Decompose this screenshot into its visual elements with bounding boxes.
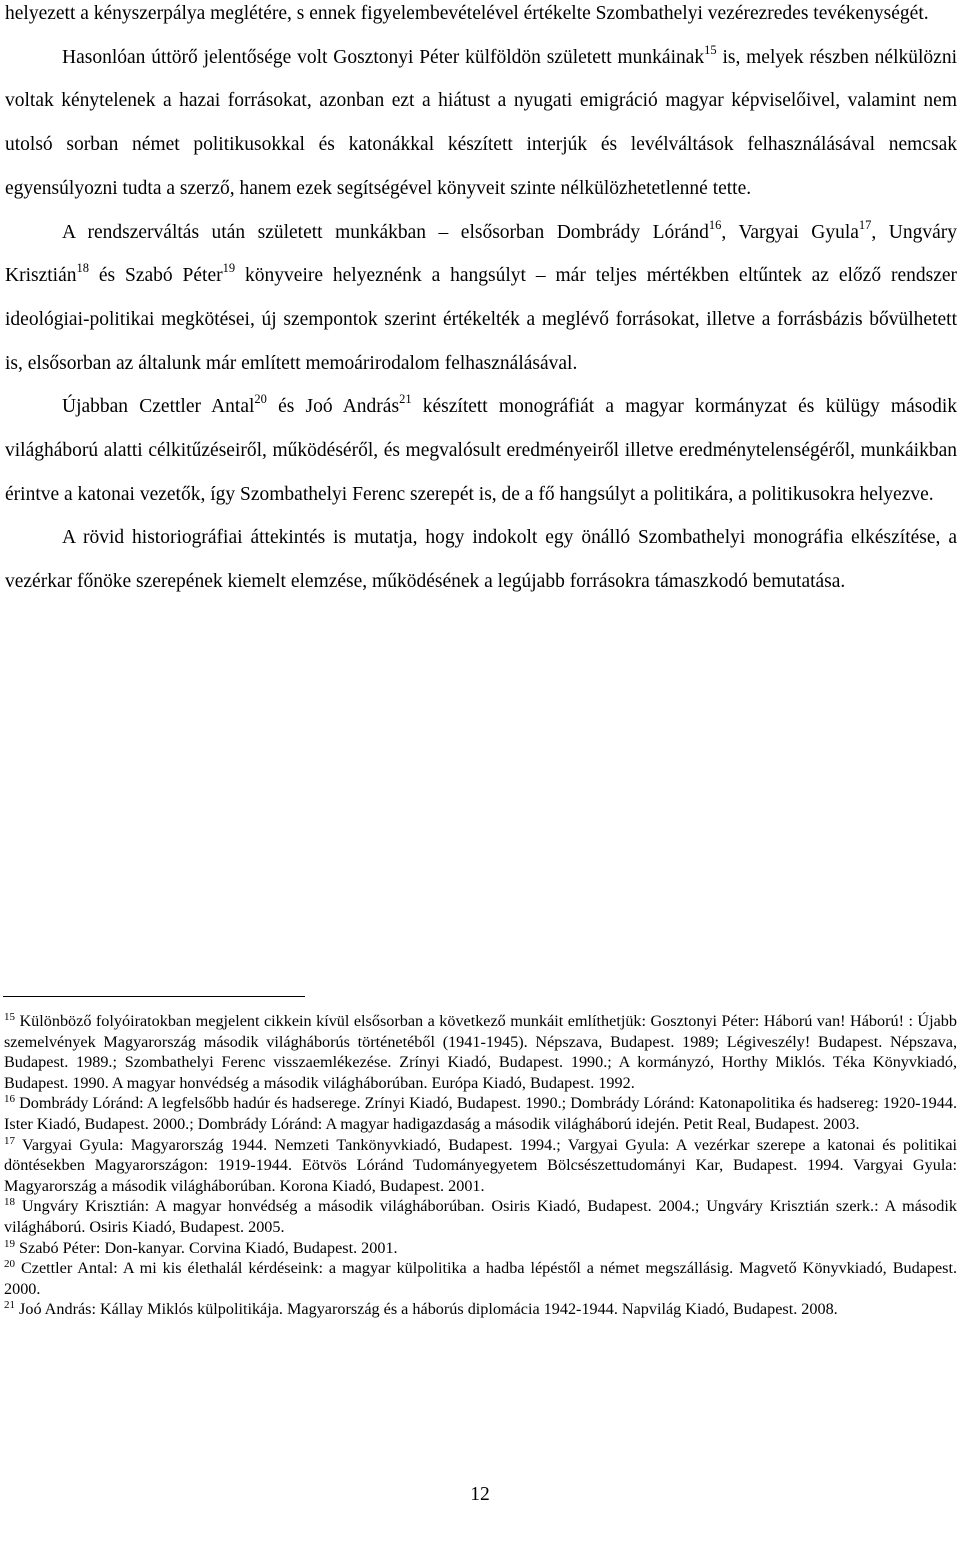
main-text	[5, 0, 957, 604]
footnote-separator	[3, 996, 305, 997]
paragraph-3-text-b: , Vargyai Gyula	[721, 221, 859, 243]
footnote-text: Ungváry Krisztián: A magyar honvédség a második világháborúban. Osiris Kiadó, Budapest. 2004.; Ungváry Krisztián szerk.: A második világháború. Osiris Kiadó, Budapest. 2005.	[4, 1197, 957, 1236]
page-number: 12	[470, 1484, 490, 1505]
footnote-text: Joó András: Kállay Miklós külpolitikája. Magyarország és a háborús diplomácia 1942-1944. Napvilág Kiadó, Budapest. 2008.	[15, 1300, 838, 1319]
footnotes	[4, 1011, 957, 1320]
footnote-number: 18	[4, 1196, 15, 1209]
footnote-19	[4, 1238, 957, 1259]
footnote-16	[4, 1093, 957, 1134]
footnote-number: 19	[4, 1237, 15, 1250]
paragraph-5	[5, 516, 957, 603]
footnote-15	[4, 1011, 957, 1093]
footnote-17	[4, 1135, 957, 1197]
paragraph-3-text-d: és Szabó Péter	[88, 265, 223, 287]
footnote-ref-19[interactable]: 19	[222, 261, 236, 276]
footnote-number: 20	[4, 1258, 15, 1271]
footnote-text: Szabó Péter: Don-kanyar. Corvina Kiadó, Budapest. 2001.	[15, 1238, 398, 1257]
paragraph-2	[5, 36, 957, 211]
footnote-ref-18[interactable]: 18	[76, 261, 89, 276]
footnote-ref-21[interactable]: 21	[399, 392, 412, 407]
paragraph-2-text-cont: is, melyek részben nélkülözni voltak kénytelenek a hazai forrásokat, azonban ezt a hiátust a nyugati emigráció magyar képviselőivel, valamint nem utolsó sorban német politikusokkal és katonákkal készített interjúk és levélváltások felhasználásával nemcsak egyensúlyozni tudta a szerző, hanem ezek segítségével könyveit szinte nélkülözhetetlenné tette.	[5, 46, 957, 199]
footnote-number: 21	[4, 1299, 15, 1312]
paragraph-1-text: helyezett a kényszerpálya meglétére, s ennek figyelembevételével értékelte Szombathelyi vezérezredes tevékenységét.	[5, 3, 929, 24]
footnote-text: Vargyai Gyula: Magyarország 1944. Nemzeti Tankönyvkiadó, Budapest. 1994.; Vargyai Gyula: A vezérkar szerepe a katonai és politikai döntésekben Magyarországon: 1919-1944. Eötvös Lóránd Tudományegyetem Bölcsészettudományi Kar, Budapest. 1994. Vargyai Gyula: Magyarország a második világháborúban. Korona Kiadó, Budapest. 2001.	[4, 1135, 957, 1195]
paragraph-4-text: Újabban Czettler Antal	[62, 396, 255, 418]
footnote-18	[4, 1196, 957, 1237]
footnote-ref-17[interactable]: 17	[858, 217, 872, 232]
footnote-ref-16[interactable]: 16	[708, 217, 722, 232]
paragraph-4-text-c: készített monográfiát a magyar kormányzat és külügy második világháború alatti célkitűzéseiről, működéséről, és megvalósult eredményeiről illetve eredménytelenségéről, munkáikban érintve a katonai vezetők, így Szombathelyi Ferenc szerepét is, de a fő hangsúlyt a politikára, a politikusokra helyezve.	[5, 396, 958, 505]
footnote-21	[4, 1299, 957, 1320]
footnote-text: Dombrády Lóránd: A legfelsőbb hadúr és hadserege. Zrínyi Kiadó, Budapest. 1990.; Dombrády Lóránd: Katonapolitika és hadsereg: 1920-1944. Ister Kiadó, Budapest. 2000.; Dombrády Lóránd: A magyar hadigazdaság a második világháború idején. Petit Real, Budapest. 2003.	[4, 1094, 957, 1133]
paragraph-1	[5, 0, 957, 36]
paragraph-2-text: Hasonlóan úttörő jelentősége volt Gosztonyi Péter külföldön született munkáinak	[62, 46, 705, 68]
footnote-text: Különböző folyóiratokban megjelent cikkein kívül elsősorban a következő munkáit említhetjük: Gosztonyi Péter: Háború van! Háború! : Újabb szemelvények Magyarország második világháborús történetéből (1941-1945). Népszava, Budapest. 1989; Légiveszély! Budapest. Népszava, Budapest. 1989.; Szombathelyi Ferenc visszaemlékezése. Zrínyi Kiadó, Budapest. 1990.; A kormányzó, Horthy Miklós. Téka Könyvkiadó, Budapest. 1990. A magyar honvédség a második világháborúban. Európa Kiadó, Budapest. 1992.	[4, 1012, 957, 1092]
paragraph-3-text-c: , Ungváry Krisztián	[5, 221, 957, 287]
footnote-ref-20[interactable]: 20	[254, 392, 267, 407]
footnote-number: 15	[4, 1011, 15, 1023]
footnote-text: Czettler Antal: A mi kis élethalál kérdéseink: a magyar külpolitika a hadba lépéstől a német megszállásig. Magvető Könyvkiadó, Budapest. 2000.	[4, 1259, 957, 1298]
paragraph-4-text-b: és Joó András	[266, 396, 400, 418]
footnote-20	[4, 1258, 957, 1299]
paragraph-4	[5, 385, 957, 516]
paragraph-5-text: A rövid historiográfiai áttekintés is mutatja, hogy indokolt egy önálló Szombathelyi monográfia elkészítése, a vezérkar főnöke szerepének kiemelt elemzése, működésének a legújabb forrásokra támaszkodó bemutatása.	[5, 527, 957, 593]
footnote-number: 16	[4, 1093, 15, 1106]
paragraph-3-text: A rendszerváltás után született munkákban – elsősorban Dombrády Lóránd	[62, 221, 709, 243]
paragraph-3-text-e: könyveire helyeznénk a hangsúlyt – már teljes mértékben eltűntek az előző rendszer ideológiai-politikai megkötései, új szempontok szerint értékelték a meglévő forrásokat, illetve a forrásbázis bővülhetett is, elsősorban az általunk már említett memoárirodalom felhasználásával.	[5, 265, 958, 374]
paragraph-3	[5, 211, 957, 386]
footnote-ref-15[interactable]: 15	[704, 42, 717, 57]
footnote-number: 17	[4, 1134, 15, 1147]
